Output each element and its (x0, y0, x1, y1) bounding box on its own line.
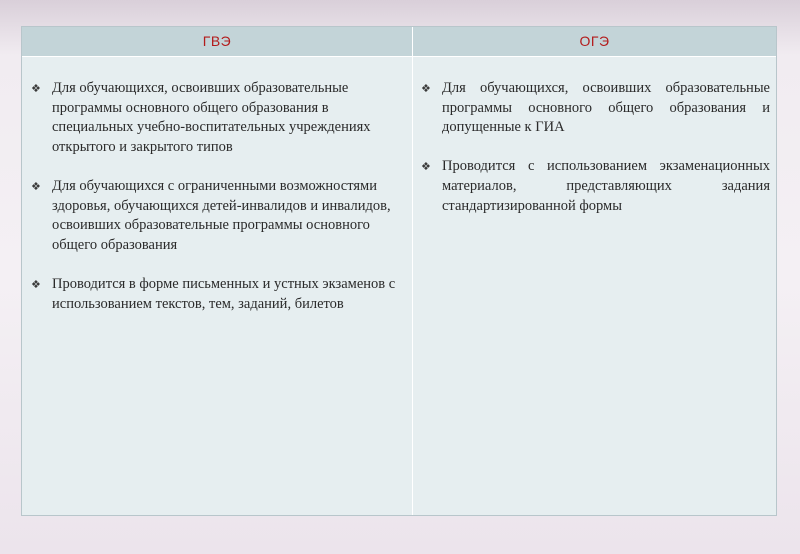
diamond-bullet-icon: ❖ (31, 277, 41, 291)
list-item (30, 79, 398, 157)
list-item-text: Проводится с использованием экзаменационных материалов, представляющих задания стандартизированной формы (442, 158, 770, 214)
list-item-text: Для обучающихся, освоивших образовательные программы основного общего образования и допущенные к ГИА (442, 80, 770, 136)
gve-column (30, 79, 398, 334)
header-oge: ОГЭ (579, 33, 610, 49)
table-header (22, 27, 776, 57)
column-divider (412, 27, 413, 515)
list-item-text: Проводится в форме письменных и устных экзаменов с использованием текстов, тем, заданий, билетов (52, 275, 396, 312)
list-item (420, 79, 770, 138)
diamond-bullet-icon: ❖ (31, 82, 41, 95)
comparison-table (21, 26, 777, 516)
list-item (420, 157, 770, 216)
oge-column (420, 79, 770, 236)
list-item-text: Для обучающихся с ограниченными возможностями здоровья, обучающихся детей-инвалидов и инвалидов, освоивших образовательные программы основного общего образования (52, 177, 391, 253)
list-item (30, 177, 398, 255)
diamond-bullet-icon: ❖ (421, 82, 431, 95)
list-item (30, 275, 398, 314)
list-item-text: Для обучающихся, освоивших образовательные программы основного общего образования в специальных учебно-воспитательных учреждениях открытого и закрытого типов (52, 80, 371, 155)
diamond-bullet-icon: ❖ (31, 179, 41, 193)
diamond-bullet-icon: ❖ (421, 160, 431, 174)
header-gve: ГВЭ (202, 33, 232, 49)
